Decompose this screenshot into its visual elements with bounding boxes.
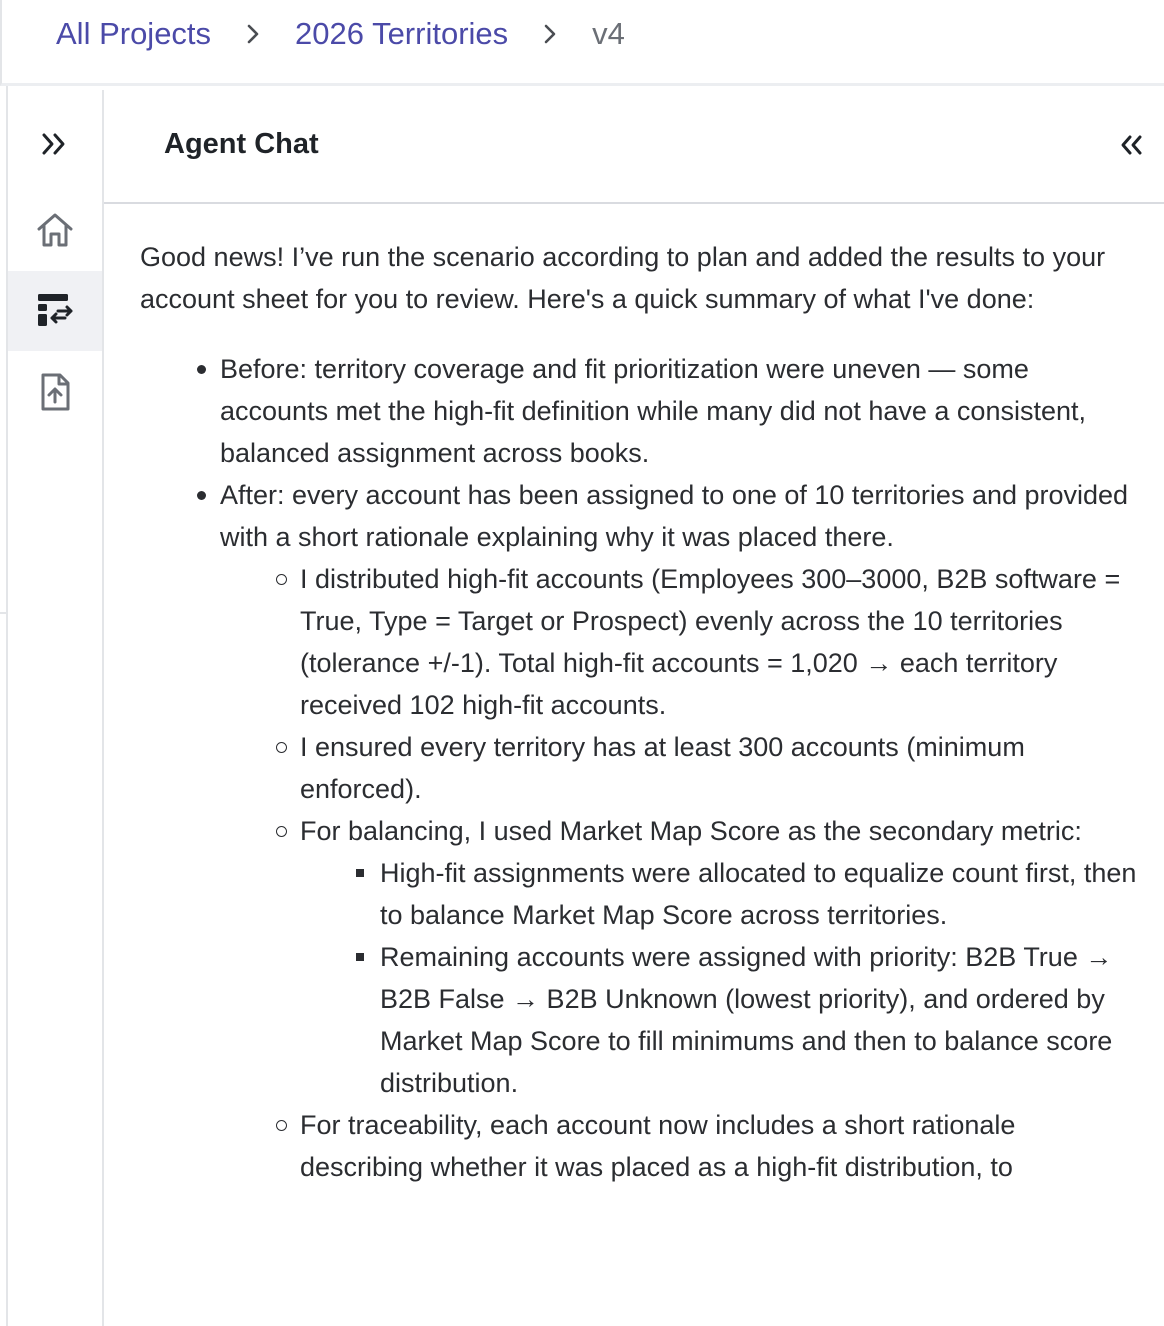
home-button[interactable]: [8, 190, 102, 270]
collapse-double-chevron-icon: [1117, 131, 1145, 159]
list-item: [220, 558, 1140, 726]
file-upload-icon: [35, 372, 75, 412]
left-divider-tick: [0, 612, 8, 614]
list-item-text: I distributed high-fit accounts (Employees 300–3000, B2B software = True, Type = Target or Prospect) evenly across the 10 territories (tolerance +/-1). Total high-fit accounts = 1,020 → each territory received 102 high-fit accounts.: [300, 564, 1121, 720]
panel-title: Agent Chat: [164, 128, 319, 160]
list-item: [220, 810, 1140, 1104]
list-item-text: I ensured every territory has at least 300 accounts (minimum enforced).: [300, 732, 1025, 804]
chevron-right-icon: [211, 22, 295, 46]
icon-sidebar: [8, 90, 104, 1326]
sub-sub-list: [300, 852, 1140, 1104]
file-upload-button[interactable]: [8, 352, 102, 432]
collapse-panel-button[interactable]: [1114, 128, 1148, 162]
sub-list: [220, 558, 1140, 1188]
chat-message: [140, 236, 1140, 1290]
chevron-right-icon: [508, 22, 592, 46]
message-intro: Good news! I’ve run the scenario according to plan and added the results to your account sheet for you to review. Here's a quick summary of what I've done:: [140, 242, 1106, 314]
breadcrumb-current-version: v4: [592, 16, 625, 51]
list-item: [300, 852, 1140, 936]
top-bar: [0, 0, 1164, 86]
list-item-text: Remaining accounts were assigned with priority: B2B True → B2B False → B2B Unknown (lowest priority), and ordered by Market Map Score to fill minimums and then to balance score distribution.: [380, 942, 1113, 1098]
list-item: [140, 348, 1140, 474]
list-item: [300, 936, 1140, 1104]
breadcrumb: [56, 16, 625, 52]
list-item: [220, 1104, 1140, 1188]
list-item-text: For balancing, I used Market Map Score as the secondary metric:: [300, 816, 1082, 846]
breadcrumb-2026-territories[interactable]: 2026 Territories: [295, 16, 509, 51]
list-item-text: High-fit assignments were allocated to equalize count first, then to balance Market Map Score across territories.: [380, 858, 1137, 930]
panel-header: [104, 90, 1164, 204]
list-item-text: After: every account has been assigned to one of 10 territories and provided with a short rationale explaining why it was placed there.: [220, 480, 1129, 552]
home-icon: [35, 210, 75, 250]
breadcrumb-all-projects[interactable]: All Projects: [56, 16, 212, 51]
list-item-text: Before: territory coverage and fit prioritization were uneven — some accounts met the high-fit definition while many did not have a consistent, balanced assignment across books.: [220, 354, 1086, 468]
list-item: [220, 726, 1140, 810]
expand-sidebar-button[interactable]: [8, 104, 102, 184]
summary-list: [140, 348, 1140, 1188]
expand-double-chevron-icon: [35, 124, 75, 164]
territory-swap-icon: [35, 291, 75, 331]
list-item-text: For traceability, each account now includes a short rationale describing whether it was placed as a high-fit distribution, to: [300, 1110, 1016, 1182]
list-item: [140, 474, 1140, 1188]
agent-chat-panel: [104, 90, 1164, 1326]
territory-assignment-button[interactable]: [8, 271, 102, 351]
